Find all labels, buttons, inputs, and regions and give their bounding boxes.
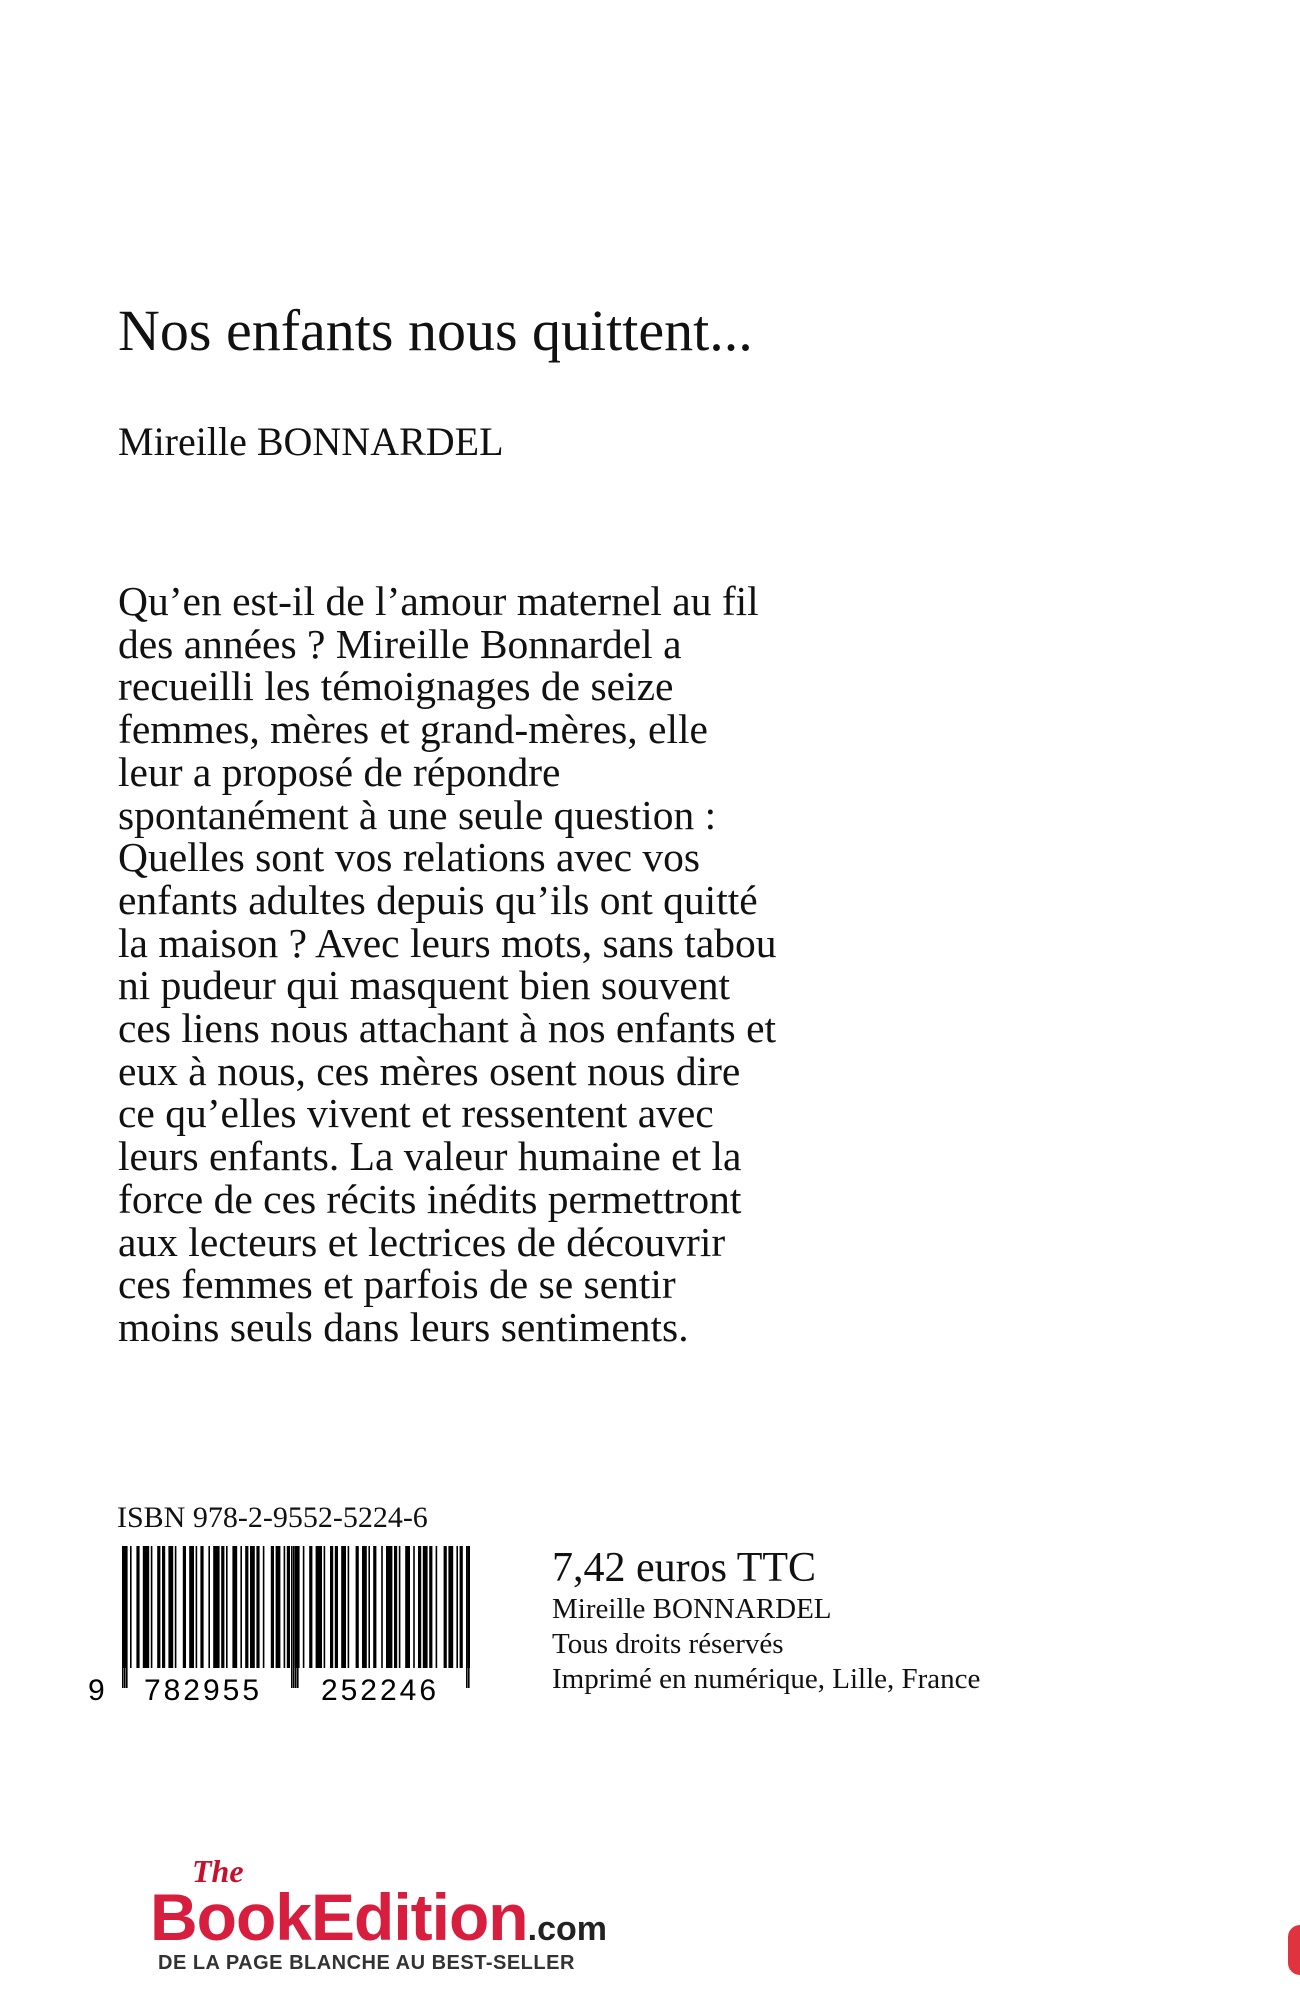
barcode-bar [151,1546,153,1668]
barcode-bar [250,1546,255,1668]
barcode-bar [271,1546,274,1668]
barcode-guard-bar [295,1546,297,1688]
barcode-guard-bar [291,1546,293,1688]
barcode-guard-bar [468,1546,470,1688]
barcode-bar [183,1546,186,1668]
barcode-bar [256,1546,259,1668]
barcode-bar [448,1546,453,1668]
barcode-bar [208,1546,210,1668]
summary-line: force de ces récits inédits permettront [118,1175,742,1222]
barcode-bar [418,1546,421,1668]
summary-line: ces liens nous attachant à nos enfants et [118,1005,777,1052]
barcode-right-digits: 252246 [320,1674,440,1704]
summary-line: recueilli les témoignages de seize [118,663,674,710]
summary-line: spontanément à une seule question : [118,791,717,838]
barcode-bar [429,1546,432,1668]
barcode-bar [341,1546,346,1668]
barcode-guard-bar [293,1546,295,1688]
barcode-bar [324,1546,326,1668]
barcode-bar [175,1546,177,1668]
barcode-bar [226,1546,228,1668]
barcode-bar [394,1546,397,1668]
barcode-bar [436,1546,438,1668]
barcode-bar [456,1546,458,1668]
summary-line: des années ? Mireille Bonnardel a [118,620,682,667]
edge-decoration [1288,1925,1300,1975]
barcode-first-digit: 9 [88,1674,105,1704]
colophon-author: Mireille BONNARDEL [552,1593,832,1625]
summary-line: ni pudeur qui masquent bien souvent [118,962,731,1009]
barcode-bar [213,1546,219,1668]
summary-line: femmes, mères et grand-mères, elle [118,706,708,753]
summary-line: leurs enfants. La valeur humaine et la [118,1133,742,1180]
barcode-bar [348,1546,350,1668]
barcode-bar [413,1546,415,1668]
barcode-bar [423,1546,428,1668]
barcode-bar [168,1546,173,1668]
barcode-bar [330,1546,333,1668]
barcode-bar [460,1546,463,1668]
summary-line: la maison ? Avec leurs mots, sans tabou [118,919,777,966]
summary-line: ces femmes et parfois de se sentir [118,1261,676,1308]
barcode-bar [405,1546,410,1668]
barcode-bar [356,1546,359,1668]
summary-line: enfants adultes depuis qu’ils ont quitté [118,876,758,923]
rights-notice: Tous droits réservés [552,1628,784,1660]
summary-line: moins seuls dans leurs sentiments. [118,1303,689,1350]
barcode-bar [200,1546,203,1668]
barcode-guard-bar [124,1546,126,1688]
barcode-bar [287,1546,290,1668]
barcode-bar [276,1546,281,1668]
back-cover-summary [118,580,978,1349]
barcode-guard-bar [126,1546,128,1688]
publisher-logo [150,1853,710,1974]
barcode-bar [373,1546,376,1668]
barcode-bar [284,1546,286,1668]
printing-notice: Imprimé en numérique, Lille, France [552,1663,981,1695]
summary-line: leur a proposé de répondre [118,748,561,795]
summary-line: ce qu’elles vivent et ressentent avec [118,1090,714,1137]
barcode-bar [221,1546,224,1668]
barcode-bar [386,1546,392,1668]
barcode-bar [309,1546,312,1668]
logo-name: BookEdition [150,1880,528,1954]
summary-line: Qu’en est-il de l’amour maternel au fil [118,578,759,624]
barcode-guard-bar [297,1546,299,1688]
barcode-bar [189,1546,194,1668]
summary-line: Quelles sont vos relations avec vos [118,834,701,881]
book-title: Nos enfants nous quittent... [118,298,753,363]
barcode-bar [232,1546,237,1668]
logo-the-text: The [192,1853,244,1889]
barcode-bar [263,1546,265,1668]
barcode-bar [399,1546,401,1668]
barcode-bar [368,1546,370,1668]
barcode-guard-bar [466,1546,468,1688]
colophon [552,1544,980,1697]
logo-tagline: DE LA PAGE BLANCHE AU BEST-SELLER [158,1952,575,1974]
summary-line: aux lecteurs et lectrices de découvrir [118,1218,726,1265]
barcode-bar [303,1546,305,1668]
barcode-bar [157,1546,160,1668]
barcode-bar [362,1546,367,1668]
barcode-left-digits: 782955 [143,1674,263,1704]
barcode-bar [240,1546,242,1668]
barcode-bar [381,1546,383,1668]
isbn-label: ISBN 978-2-9552-5224-6 [117,1501,428,1534]
book-author: Mireille BONNARDEL [118,419,504,464]
barcode-bar [143,1546,149,1668]
barcode-bar [130,1546,132,1668]
barcode-bar [196,1546,198,1668]
barcode-bar [335,1546,338,1668]
barcode-guard-bar [122,1546,124,1688]
price-label: 7,42 euros TTC [552,1545,817,1591]
barcode-bar [316,1546,322,1668]
logo-domain: .com [527,1910,607,1948]
isbn-barcode [78,1546,478,1704]
barcode-bar [162,1546,165,1668]
barcode-bar [444,1546,447,1668]
barcode-bar [245,1546,248,1668]
barcode-bar [136,1546,139,1668]
summary-line: eux à nous, ces mères osent nous dire [118,1047,741,1094]
